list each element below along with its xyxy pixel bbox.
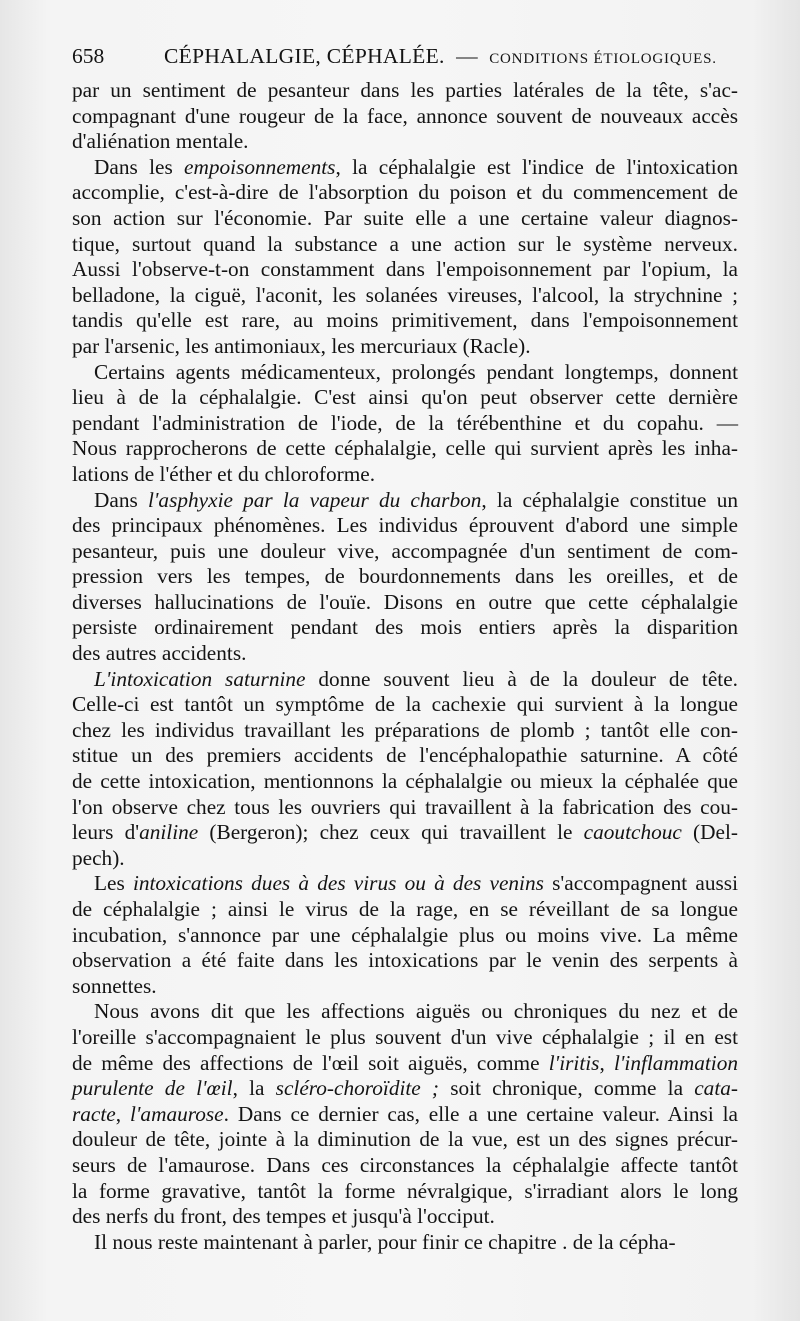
text-line: compagnant d'une rougeur de la face, annonce souvent de nouveaux accès <box>72 103 738 128</box>
text-line <box>72 1051 738 1077</box>
italic-text: caoutchouc <box>583 820 682 845</box>
italic-text: scléro-choroïdite ; <box>275 1076 440 1101</box>
text-segment: de même des affections de l'œil soit aiguës, comme <box>72 1050 549 1075</box>
text-line: Il nous reste maintenant à parler, pour finir ce chapitre . de la cépha- <box>94 1229 676 1254</box>
text-segment: leurs d' <box>72 820 140 845</box>
text-line: l'oreille s'accompagnaient le plus souvent d'un vive céphalalgie ; il en est <box>72 1024 738 1049</box>
text-line: Certains agents médicamenteux, prolongés pendant longtemps, donnent <box>94 359 738 384</box>
text-line: chez les individus travaillant les préparations de plomb ; tantôt elle con- <box>72 717 738 742</box>
text-line: seurs de l'amaurose. Dans ces circonstances la céphalalgie affecte tantôt <box>72 1152 738 1177</box>
text-line: l'on observe chez tous les ouvriers qui travaillent à la fabrication des cou- <box>72 794 738 819</box>
text-line: lations de l'éther et du chloroforme. <box>72 461 376 486</box>
text-line: belladone, la ciguë, l'aconit, les solanées vireuses, l'alcool, la strychnine ; <box>72 282 738 307</box>
text-line <box>72 1102 738 1128</box>
text-segment: soit chronique, comme la <box>439 1076 695 1101</box>
text-line: douleur de tête, jointe à la diminution de la vue, est un des signes précur- <box>72 1127 738 1152</box>
italic-text: L'intoxication saturnine <box>94 666 306 691</box>
italic-text: empoisonnements <box>184 154 336 179</box>
running-header <box>72 44 742 78</box>
paragraph <box>72 155 738 360</box>
italic-text: racte <box>72 1101 116 1126</box>
text-segment: , <box>599 1050 614 1075</box>
paragraph <box>72 78 738 155</box>
text-segment: , <box>115 1101 130 1126</box>
italic-text: l'asphyxie par la vapeur du charbon <box>147 487 482 512</box>
text-line: pesanteur, puis une douleur vive, accompagnée d'un sentiment de com- <box>72 538 738 563</box>
text-line: des autres accidents. <box>72 641 247 666</box>
text-line: observation a été faite dans les intoxications par le venin des serpents à <box>72 948 738 973</box>
paragraph <box>72 667 738 872</box>
text-line: pression vers les tempes, de bourdonnements dans les oreilles, et de <box>72 564 738 589</box>
text-line: des principaux phénomènes. Les individus éprouvent d'abord une simple <box>72 513 738 538</box>
paragraph <box>72 360 738 488</box>
text-line <box>72 820 738 846</box>
text-line: par l'arsenic, les antimoniaux, les mercuriaux (Racle). <box>72 333 531 358</box>
text-segment: (Bergeron); chez ceux qui travaillent le <box>198 820 584 845</box>
text-segment: . Dans ce dernier cas, elle a une certaine valeur. Ainsi la <box>223 1101 738 1126</box>
paragraph <box>72 1230 738 1256</box>
text-line <box>72 1076 738 1102</box>
header-title: CÉPHALALGIE, CÉPHALÉE. <box>164 44 445 68</box>
text-line: des nerfs du front, des tempes et jusqu'à l'occiput. <box>72 1204 495 1229</box>
header-subtitle: CONDITIONS ÉTIOLOGIQUES. <box>489 51 717 67</box>
text-line: tique, surtout quand la substance a une action sur le système nerveux. <box>72 231 738 256</box>
text-segment: donne souvent lieu à de la douleur de tête. <box>305 666 738 691</box>
text-segment: Les <box>94 871 133 896</box>
page-number: 658 <box>72 44 105 68</box>
text-line: tandis qu'elle est rare, au moins primitivement, dans l'empoisonnement <box>72 308 738 333</box>
text-line: lieu à de la céphalalgie. C'est ainsi qu'on peut observer cette dernière <box>72 385 738 410</box>
text-segment: , la céphalalgie constitue un <box>481 487 738 512</box>
text-line: pech). <box>72 845 125 870</box>
text-line: la forme gravative, tantôt la forme névralgique, s'irradiant alors le long <box>72 1178 738 1203</box>
italic-text: purulente de l'œil <box>72 1076 233 1101</box>
text-line: accomplie, c'est-à-dire de l'absorption du poison et du commencement de <box>72 180 738 205</box>
italic-text: l'amaurose <box>129 1101 224 1126</box>
text-segment: , la <box>232 1076 276 1101</box>
text-line: incubation, s'annonce par une céphalalgie plus ou moins vive. La même <box>72 922 738 947</box>
text-line: diverses hallucinations de l'ouïe. Disons en outre que cette céphalalgie <box>72 589 738 614</box>
text-line: pendant l'administration de l'iode, de la térébenthine et du copahu. — <box>72 410 738 435</box>
header-separator: — <box>456 44 478 68</box>
text-segment: , la céphalalgie est l'indice de l'intoxication <box>335 154 738 179</box>
text-line: Celle-ci est tantôt un symptôme de la cachexie qui survient à la longue <box>72 692 738 717</box>
text-line: Nous rapprocherons de cette céphalalgie, celle qui survient après les inha- <box>72 436 738 461</box>
text-line: stitue un des premiers accidents de l'encéphalopathie saturnine. A côté <box>72 743 738 768</box>
italic-text: l'iritis <box>548 1050 600 1075</box>
text-line: persiste ordinairement pendant des mois entiers après la disparition <box>72 615 738 640</box>
text-line: par un sentiment de pesanteur dans les parties latérales de la tête, s'ac- <box>72 78 738 102</box>
text-line: de cette intoxication, mentionnons la céphalalgie ou mieux la céphalée que <box>72 769 738 794</box>
paragraph <box>72 871 738 999</box>
text-line <box>72 871 738 897</box>
text-segment: (Del- <box>681 820 738 845</box>
running-title <box>164 44 717 69</box>
text-line: de céphalalgie ; ainsi le virus de la rage, en se réveillant de sa longue <box>72 897 738 921</box>
italic-text: l'inflammation <box>613 1050 738 1075</box>
text-line: d'aliénation mentale. <box>72 129 249 154</box>
text-segment: Dans les <box>94 154 185 179</box>
text-line <box>72 667 738 693</box>
text-line: son action sur l'économie. Par suite elle a une certaine valeur diagnos- <box>72 205 738 230</box>
text-segment: Dans <box>94 487 148 512</box>
body-text <box>72 78 738 1255</box>
text-line: sonnettes. <box>72 973 157 998</box>
italic-text: cata- <box>694 1076 738 1101</box>
text-line <box>72 488 738 514</box>
italic-text: aniline <box>139 820 199 845</box>
paragraph <box>72 999 738 1229</box>
text-line: Aussi l'observe-t-on constamment dans l'empoisonnement par l'opium, la <box>72 257 738 282</box>
text-line: Nous avons dit que les affections aiguës ou chroniques du nez et de <box>94 999 738 1024</box>
text-line <box>72 155 738 181</box>
italic-text: intoxications dues à des virus ou à des venins <box>132 871 544 896</box>
paragraph <box>72 488 738 667</box>
text-segment: s'accompagnent aussi <box>543 871 739 896</box>
